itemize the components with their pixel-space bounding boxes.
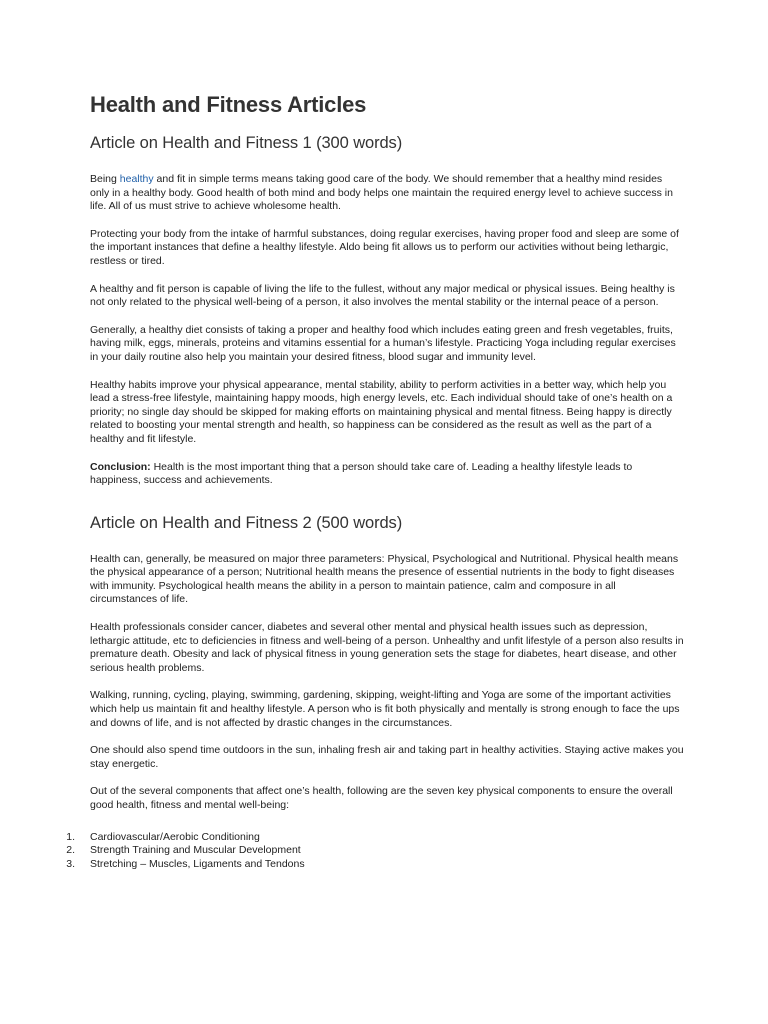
list-item-number: 1. — [66, 830, 75, 843]
article-2-paragraph-2: Health professionals consider cancer, diabetes and several other mental and physical health issues such as depression, lethargic attitude, etc to deficiencies in fitness and well-being of a person. Unhealthy and unfit lifestyle of a person also results in premature death. Obesity and lack of physical fitness in young generation sets the stage for diabetes, heart disease, and other serious health problems. — [90, 621, 684, 674]
page-title: Health and Fitness Articles — [90, 92, 367, 117]
list-item-text: Cardiovascular/Aerobic Conditioning — [90, 830, 260, 843]
article-1-paragraph-4: Generally, a healthy diet consists of taking a proper and healthy food which includes eating green and fresh vegetables, fruits, having milk, eggs, minerals, proteins and vitamins essential for a human’s lifestyle. Practicing Yoga including regular exercises in your daily routine also help you maintain your desired fitness, blood sugar and immunity level. — [90, 323, 676, 363]
article-2-paragraph-1: Health can, generally, be measured on major three parameters: Physical, Psychological and Nutritional. Physical health means the physical appearance of a person; Nutritional health means the presence of essential nutrients in the body to fight diseases with immunity. Psychological health means the ability in a person to maintain patience, calm and composure in all circumstances of life. — [90, 552, 679, 606]
conclusion-text: Health is the most important thing that a person should take care of. Leading a healthy lifestyle leads to happiness, success and achievements. — [90, 460, 633, 487]
article-2-paragraph-4: One should also spend time outdoors in the sun, inhaling fresh air and taking part in healthy activities. Staying active makes you stay energetic. — [90, 744, 684, 770]
list-item-number: 2. — [66, 844, 75, 857]
list-item — [0, 844, 684, 858]
article-1-conclusion — [90, 461, 684, 488]
article-1-paragraph-5: Healthy habits improve your physical appearance, mental stability, ability to perform activities in a better way, which help you lead a stress-free lifestyle, maintaining happy moods, high energy levels, etc. Each individual should take of one’s health on a priority; no single day should be skipped for making efforts on maintaining physical and mental fitness. Being happy is directly related to boosting your mental strength and health, so happiness can be considered as the result as well as the part of a healthy and fit lifestyle. — [90, 378, 673, 445]
paragraph-text: and fit in simple terms means taking good care of the body. We should remember that a healthy mind resides only in a healthy body. Good health of both mind and body helps one maintain the required energy level to achieve success in life. All of us must strive to achieve wholesome health. — [90, 173, 673, 213]
article-2-heading: Article on Health and Fitness 2 (500 words) — [90, 513, 403, 532]
healthy-link[interactable]: healthy — [119, 173, 154, 185]
article-1-paragraph-1 — [90, 173, 684, 214]
conclusion-label: Conclusion: — [90, 460, 151, 473]
components-list — [0, 831, 684, 872]
list-item-text: Strength Training and Muscular Development — [90, 844, 301, 857]
article-1-paragraph-3: A healthy and fit person is capable of living the life to the fullest, without any major medical or physical issues. Being healthy is not only related to the physical well-being of a person, it also involves the mental stability or the internal peace of a person. — [90, 282, 675, 309]
list-item — [0, 831, 684, 845]
article-1-paragraph-2: Protecting your body from the intake of harmful substances, doing regular exercises, having proper food and sleep are some of the important instances that define a healthy lifestyle. Aldo being fit allows us to perform our activities without being lethargic, restless or tired. — [90, 227, 679, 267]
list-item-number: 3. — [66, 857, 75, 870]
article-1-heading: Article on Health and Fitness 1 (300 words) — [90, 134, 403, 152]
list-item-text: Stretching – Muscles, Ligaments and Tendons — [90, 857, 305, 870]
article-2-paragraph-5: Out of the several components that affect one’s health, following are the seven key physical components to ensure the overall good health, fitness and mental well-being: — [90, 785, 673, 811]
article-2-paragraph-3: Walking, running, cycling, playing, swimming, gardening, skipping, weight-lifting and Yoga are some of the important activities which help us maintain fit and healthy lifestyle. A person who is fit both physically and mentally is strong enough to face the ups and downs of life, and is not affected by drastic changes in the circumstances. — [90, 689, 680, 729]
paragraph-text: Being — [90, 173, 120, 185]
list-item — [0, 858, 684, 872]
